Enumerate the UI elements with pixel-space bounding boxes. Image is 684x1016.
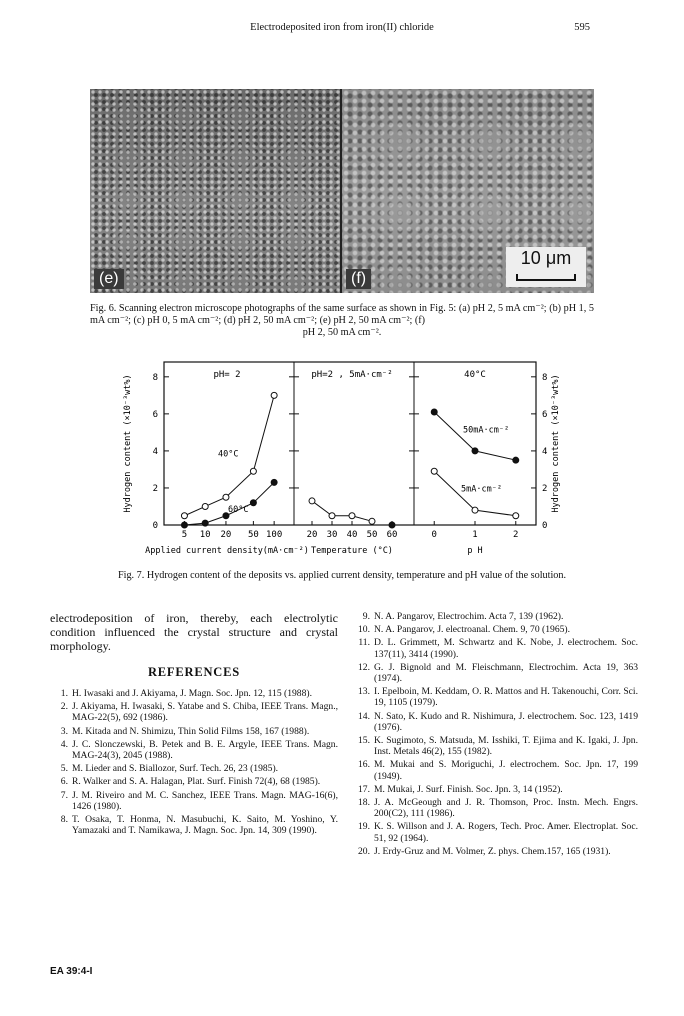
x-tick-label: 0 (431, 530, 437, 540)
running-header (0, 22, 684, 38)
data-point (271, 392, 277, 398)
panel-title: pH=2 , 5mA·cm⁻² (311, 370, 393, 380)
reference-item (352, 846, 638, 857)
data-point (472, 448, 478, 454)
x-tick-label: 50 (366, 530, 378, 540)
reference-text: I. Epelboin, M. Keddam, O. R. Mattos and H. Takenouchi, Corr. Sci. 19, 1105 (1979). (374, 686, 638, 709)
running-title: Electrodeposited iron from iron(II) chloride (250, 22, 434, 33)
data-point (431, 409, 437, 415)
x-tick-label: 20 (306, 530, 318, 540)
sem-panel-f (342, 89, 594, 293)
left-column (50, 611, 338, 838)
reference-item (352, 686, 638, 708)
reference-item (50, 688, 338, 699)
reference-item (352, 759, 638, 781)
x-tick-label: 20 (220, 530, 232, 540)
reference-number: 17. (358, 783, 370, 795)
series-line (184, 482, 274, 525)
data-point (513, 513, 519, 519)
reference-number: 1. (60, 688, 68, 699)
reference-text: J. Erdy-Gruz and M. Volmer, Z. phys. Chem.157, 165 (1931). (374, 845, 611, 857)
reference-text: J. Akiyama, H. Iwasaki, S. Yatabe and S. Chiba, IEEE Trans. Magn., MAG-22(5), 692 (1986). (72, 701, 338, 724)
reference-number: 20. (358, 845, 370, 857)
panel-label-e: (e) (94, 269, 124, 289)
reference-number: 2. (60, 701, 68, 713)
data-point (250, 500, 256, 506)
reference-item (352, 711, 638, 733)
reference-number: 19. (358, 821, 370, 833)
sem-figure (90, 89, 594, 293)
reference-item (50, 726, 338, 737)
reference-item (352, 797, 638, 819)
reference-text: R. Walker and S. A. Halagan, Plat. Surf. Finish 72(4), 68 (1985). (72, 776, 321, 788)
y-tick-label-left: 4 (152, 446, 158, 457)
reference-item (50, 776, 338, 787)
series-label: 40°C (218, 449, 239, 460)
data-point (329, 513, 335, 519)
references-list-left (50, 688, 338, 836)
page-number: 595 (574, 22, 590, 33)
data-point (202, 503, 208, 509)
reference-number: 13. (358, 686, 370, 698)
x-tick-label: 60 (386, 530, 398, 540)
reference-text: J. A. McGeough and J. R. Thomson, Proc. Instn. Mech. Engrs. 200(C2), 111 (1986). (374, 797, 638, 820)
references-list-right (352, 611, 638, 857)
figure6-caption-last-line: pH 2, 50 mA cm⁻². (302, 327, 382, 338)
reference-number: 14. (358, 710, 370, 722)
data-point (250, 468, 256, 474)
reference-number: 16. (358, 759, 370, 771)
y-tick-label-left: 2 (152, 483, 158, 494)
reference-item (50, 739, 338, 761)
data-point (181, 522, 187, 528)
y-tick-label-right: 4 (542, 446, 548, 457)
series-label: 5mA·cm⁻² (461, 484, 502, 495)
x-tick-label: 5 (181, 530, 188, 540)
x-tick-label: 100 (266, 530, 283, 540)
reference-item (352, 611, 638, 622)
reference-number: 9. (362, 611, 370, 622)
reference-text: K. S. Willson and J. A. Rogers, Tech. Proc. Amer. Electroplat. Soc. 51, 92 (1964). (374, 821, 638, 844)
reference-item (352, 662, 638, 684)
reference-text: N. A. Pangarov, Electrochim. Acta 7, 139 (1962). (374, 611, 564, 622)
series-line (312, 501, 372, 521)
reference-text: J. C. Slonczewski, B. Petek and B. E. Argyle, IEEE Trans. Magn. MAG-24(3), 2045 (1988). (72, 738, 338, 762)
reference-number: 11. (358, 637, 370, 649)
reference-text: N. Sato, K. Kudo and R. Nishimura, J. electrochem. Soc. 123, 1419 (1976). (374, 710, 638, 733)
data-point (349, 513, 355, 519)
reference-text: N. A. Pangarov, J. electroanal. Chem. 9, 70 (1965). (374, 624, 571, 636)
reference-number: 7. (60, 789, 68, 801)
scale-bar (506, 247, 586, 287)
reference-text: J. M. Riveiro and M. C. Sanchez, IEEE Trans. Magn. MAG-16(6), 1426 (1980). (72, 789, 338, 812)
reference-number: 3. (60, 725, 68, 737)
data-point (181, 513, 187, 519)
data-point (223, 494, 229, 500)
reference-text: M. Kitada and N. Shimizu, Thin Solid Films 158, 167 (1988). (72, 725, 310, 737)
series-label: 50mA·cm⁻² (463, 425, 510, 436)
reference-number: 12. (358, 661, 370, 673)
reference-number: 5. (60, 763, 68, 775)
reference-item (352, 784, 638, 795)
x-axis-label: p H (467, 546, 483, 556)
reference-number: 4. (60, 738, 68, 750)
y-tick-label-left: 0 (152, 521, 158, 531)
reference-text: D. L. Grimmett, M. Schwartz and K. Nobe, J. electrochem. Soc. 137(11), 3414 (1990). (374, 637, 638, 660)
body-paragraph: electrodeposition of iron, thereby, each electrolytic condition influenced the crystal structure and crystal morphology. (50, 611, 338, 653)
data-point (309, 498, 315, 504)
y-axis-label-right: Hydrogen content (×10⁻³wt%) (551, 374, 561, 513)
y-axis-label-left: Hydrogen content (×10⁻³wt%) (123, 374, 133, 513)
reference-number: 15. (358, 735, 370, 747)
reference-item (352, 624, 638, 635)
reference-text: M. Mukai and S. Moriguchi, J. electrochem. Soc. Jpn. 17, 199 (1949). (374, 759, 638, 782)
x-tick-label: 30 (326, 530, 338, 540)
data-point (271, 479, 277, 485)
reference-item (50, 814, 338, 836)
scale-bar-line (516, 274, 576, 281)
reference-text: M. Lieder and S. Biallozor, Surf. Tech. 26, 23 (1985). (72, 763, 279, 775)
data-point (431, 468, 437, 474)
series-label: 60°C (228, 505, 249, 516)
reference-number: 18. (358, 797, 370, 809)
hydrogen-content-chart (118, 350, 568, 565)
figure6-caption-text: Fig. 6. Scanning electron microscope photographs of the same surface as shown in Fig. 5: (a) pH 2, 5 mA cm⁻²; (b) pH 1, 5 mA cm⁻²; (c) pH 0, 5 mA cm⁻²; (d) pH 2, 50 mA cm⁻²; (e) pH 2, 50 mA cm⁻²; (f) (90, 303, 594, 326)
references-heading: REFERENCES (147, 665, 241, 679)
reference-text: M. Mukai, J. Surf. Finish. Soc. Jpn. 3, 14 (1952). (374, 783, 563, 795)
y-tick-label-right: 0 (542, 521, 548, 531)
reference-item (352, 637, 638, 659)
reference-item (50, 763, 338, 774)
reference-text: T. Osaka, T. Honma, N. Masubuchi, K. Saito, M. Yoshino, Y. Yamazaki and T. Namikawa, J. Magn. Soc. Jpn. 14, 309 (1990). (72, 814, 338, 837)
footer-code: EA 39:4-I (50, 966, 93, 977)
y-tick-label-right: 2 (542, 483, 548, 494)
data-point (472, 507, 478, 513)
scale-bar-label: 10 μm (520, 248, 572, 268)
x-tick-label: 2 (513, 530, 519, 540)
figure7-caption: Fig. 7. Hydrogen content of the deposits vs. applied current density, temperature and pH value of the solution. (117, 570, 567, 581)
x-axis-label: Applied current density(mA·cm⁻²) (145, 546, 309, 556)
reference-number: 10. (358, 624, 370, 636)
sem-panel-e (90, 89, 340, 293)
y-tick-label-left: 8 (152, 372, 158, 383)
reference-number: 8. (60, 814, 68, 826)
reference-item (352, 735, 638, 757)
data-point (389, 522, 395, 528)
y-tick-label-right: 6 (542, 409, 548, 420)
panel-title: pH= 2 (213, 370, 241, 380)
reference-number: 6. (60, 776, 68, 788)
right-column (352, 611, 638, 859)
reference-text: H. Iwasaki and J. Akiyama, J. Magn. Soc. Jpn. 12, 115 (1988). (72, 688, 312, 699)
reference-text: K. Sugimoto, S. Matsuda, M. Isshiki, T. Ejima and K. Igaki, J. Jpn. Inst. Metals 46(2), 155 (1982). (374, 735, 638, 758)
reference-item (50, 790, 338, 812)
x-tick-label: 40 (346, 530, 358, 540)
plot-frame (164, 362, 536, 525)
reference-item (50, 701, 338, 723)
figure6-caption (90, 303, 594, 339)
x-axis-label: Temperature (°C) (311, 546, 393, 556)
reference-text: G. J. Bignold and M. Fleischmann, Electrochim. Acta 19, 363 (1974). (374, 661, 638, 685)
reference-item (352, 821, 638, 843)
x-tick-label: 1 (472, 530, 478, 540)
x-tick-label: 50 (247, 530, 259, 540)
y-tick-label-right: 8 (542, 372, 548, 383)
panel-label-f: (f) (346, 269, 371, 289)
panel-title: 40°C (464, 370, 486, 380)
data-point (202, 520, 208, 526)
y-tick-label-left: 6 (152, 409, 158, 420)
x-tick-label: 10 (199, 530, 211, 540)
data-point (513, 457, 519, 463)
data-point (369, 518, 375, 524)
